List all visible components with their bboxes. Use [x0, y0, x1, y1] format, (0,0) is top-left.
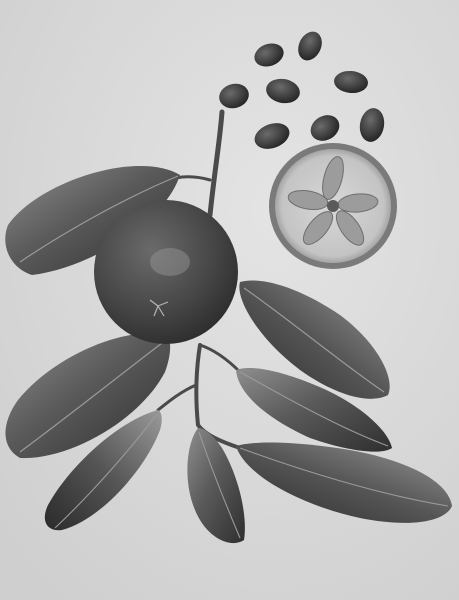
fruit-cross-section: [269, 143, 397, 269]
whole-fruit: [94, 200, 238, 344]
